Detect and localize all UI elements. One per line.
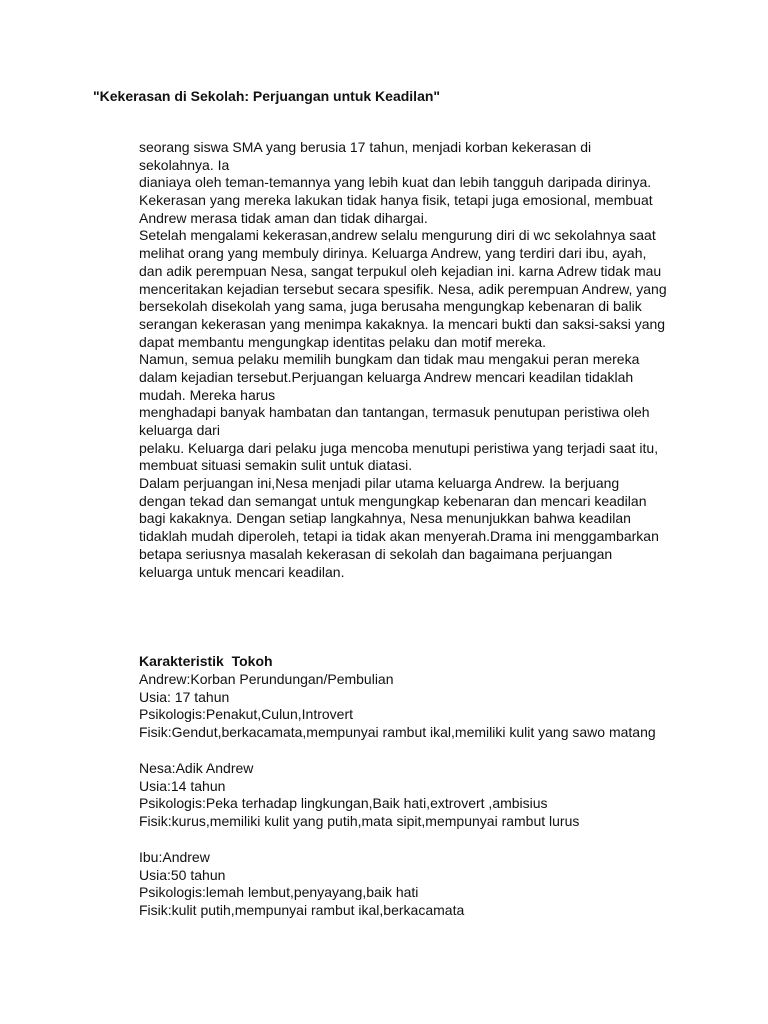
story-line: serangan kekerasan yang menimpa kakaknya. Ia mencari bukti dan saksi-saksi yang — [139, 315, 666, 332]
character-role: Andrew:Korban Perundungan/Pembulian — [139, 670, 394, 687]
story-line: dalam kejadian tersebut.Perjuangan keluarga Andrew mencari keadilan tidaklah — [139, 368, 634, 385]
character-section — [139, 653, 699, 938]
character-psychology: Psikologis:Peka terhadap lingkungan,Baik hati,extrovert ,ambisius — [139, 795, 548, 812]
character-age: Usia:50 tahun — [139, 866, 226, 883]
character-section-heading: Karakteristik Tokoh — [139, 653, 273, 669]
character-psychology: Psikologis:lemah lembut,penyayang,baik hati — [139, 884, 419, 901]
story-line: dianiaya oleh teman-temannya yang lebih kuat dan lebih tangguh daripada dirinya. — [139, 174, 652, 191]
story-line: Dalam perjuangan ini,Nesa menjadi pilar utama keluarga Andrew. Ia berjuang — [139, 475, 620, 492]
story-line: keluarga dari — [139, 422, 220, 438]
document-title: "Kekerasan di Sekolah: Perjuangan untuk Keadilan" — [93, 88, 441, 104]
character-physical: Fisik:kurus,memiliki kulit yang putih,mata sipit,mempunyai rambut lurus — [139, 813, 580, 830]
story-line: keluarga untuk mencari keadilan. — [139, 563, 345, 580]
character-psychology: Psikologis:Penakut,Culun,Introvert — [139, 706, 353, 723]
story-line: menceritakan kejadian tersebut secara spesifik. Nesa, adik perempuan Andrew, yang — [139, 280, 667, 297]
story-line: mudah. Mereka harus — [139, 386, 276, 403]
story-line: dan adik perempuan Nesa, sangat terpukul oleh kejadian ini. karna Adrew tidak mau — [139, 262, 662, 279]
story-line: pelaku. Keluarga dari pelaku juga mencoba menutupi peristiwa yang terjadi saat itu, — [139, 439, 659, 456]
story-line: Andrew merasa tidak aman dan tidak dihargai. — [139, 209, 428, 226]
character-age: Usia: 17 tahun — [139, 688, 230, 705]
character-role: Ibu:Andrew — [139, 848, 210, 865]
story-line: seorang siswa SMA yang berusia 17 tahun, menjadi korban kekerasan di — [139, 139, 592, 155]
story-body — [139, 139, 699, 581]
story-line: dapat membantu mengungkap identitas pelaku dan motif mereka. — [139, 333, 547, 350]
character-nesa — [139, 760, 699, 831]
story-line: dengan tekad dan semangat untuk mengungkap kebenaran dan mencari keadilan — [139, 492, 647, 509]
story-line: menghadapi banyak hambatan dan tantangan, termasuk penutupan peristiwa oleh — [139, 404, 650, 421]
story-line: bersekolah disekolah yang sama, juga berusaha mengungkap kebenaran di balik — [139, 298, 642, 315]
character-physical: Fisik:kulit putih,mempunyai rambut ikal,berkacamata — [139, 902, 465, 919]
story-line: Kekerasan yang mereka lakukan tidak hanya fisik, tetapi juga emosional, membuat — [139, 192, 653, 209]
story-line: Setelah mengalami kekerasan,andrew selalu mengurung diri di wc sekolahnya saat — [139, 227, 656, 244]
character-andrew — [139, 671, 699, 742]
story-line: membuat situasi semakin sulit untuk diatasi. — [139, 457, 413, 474]
story-line: Namun, semua pelaku memilih bungkam dan tidak mau mengakui peran mereka — [139, 351, 640, 368]
story-line: bagi kakaknya. Dengan setiap langkahnya, Nesa menunjukkan bahwa keadilan — [139, 510, 631, 527]
character-age: Usia:14 tahun — [139, 777, 226, 794]
story-line: tidaklah mudah diperoleh, tetapi ia tidak akan menyerah.Drama ini menggambarkan — [139, 528, 659, 545]
story-line: melihat orang yang membuly dirinya. Keluarga Andrew, yang terdiri dari ibu, ayah, — [139, 245, 647, 262]
story-line: sekolahnya. Ia — [139, 156, 230, 173]
character-physical: Fisik:Gendut,berkacamata,mempunyai rambut ikal,memiliki kulit yang sawo matang — [139, 724, 656, 741]
character-role: Nesa:Adik Andrew — [139, 759, 254, 776]
story-line: betapa seriusnya masalah kekerasan di sekolah dan bagaimana perjuangan — [139, 545, 613, 562]
character-ibu — [139, 849, 699, 920]
